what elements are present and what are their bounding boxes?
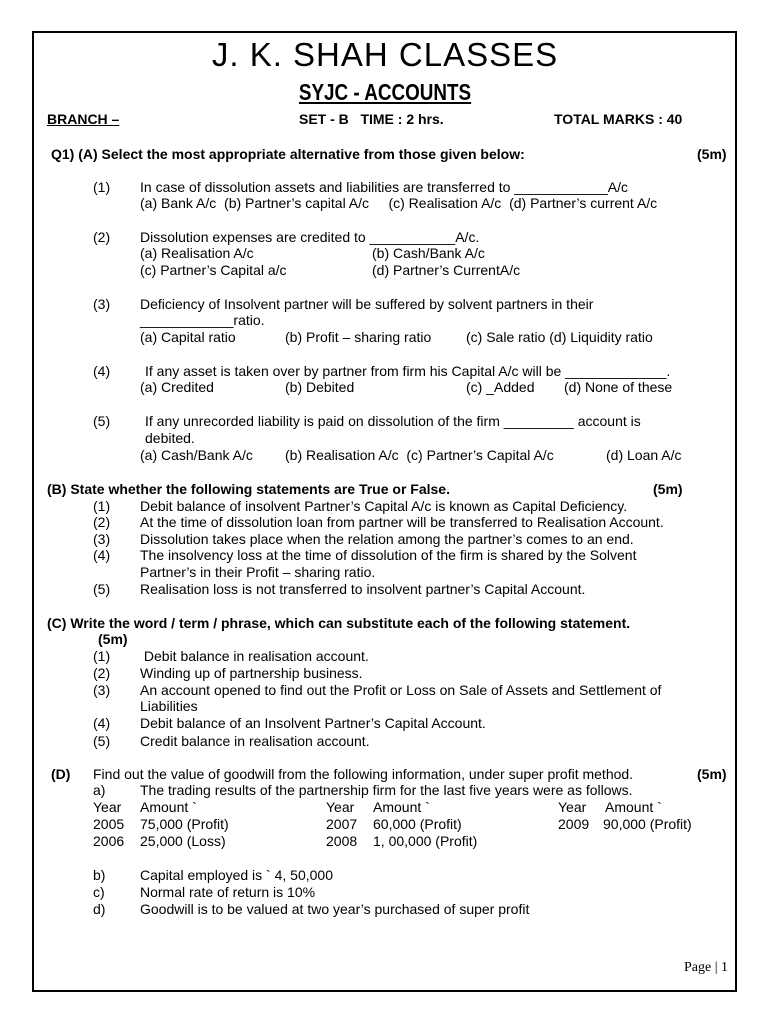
q1d-label: (D) (51, 766, 71, 782)
q1d-b-label: b) (93, 867, 106, 883)
q1b-1-num: (1) (93, 498, 111, 514)
col-year-1: Year (93, 799, 122, 815)
q1a-4-opt-d: (d) None of these (564, 379, 673, 395)
set-time: SET - B TIME : 2 hrs. (299, 111, 444, 127)
q1c-3-text: An account opened to find out the Profit or Loss on Sale of Assets and Settlement of (140, 682, 662, 698)
q1a-1-text: In case of dissolution assets and liabilities are transferred to ____________A/c (140, 179, 628, 195)
q1b-5-num: (5) (93, 581, 111, 597)
q1c-heading: (C) Write the word / term / phrase, which can substitute each of the following statement. (47, 615, 631, 631)
q1c-3-text2: Liabilities (140, 698, 198, 714)
q1a-2-opt-a: (a) Realisation A/c (140, 245, 254, 261)
q1a-5-text2: debited. (145, 430, 195, 446)
q1b-3-text: Dissolution takes place when the relation among the partner’s comes to an end. (140, 531, 634, 547)
q1c-marks: (5m) (98, 631, 128, 647)
q1b-marks: (5m) (653, 481, 683, 497)
q1b-5-text: Realisation loss is not transferred to insolvent partner’s Capital Account. (140, 581, 586, 597)
q1d-a-text: The trading results of the partnership firm for the last five years were as follows. (140, 782, 633, 798)
amount-cell: 75,000 (Profit) (140, 816, 229, 832)
q1a-4-num: (4) (93, 363, 111, 379)
subject-title: SYJC - ACCOUNTS (298, 79, 472, 105)
q1d-heading: Find out the value of goodwill from the following information, under super profit method. (93, 766, 634, 782)
q1a-3-opt-cd: (c) Sale ratio (d) Liquidity ratio (466, 329, 653, 345)
q1c-2-num: (2) (93, 665, 111, 681)
amount-cell: 25,000 (Loss) (140, 833, 226, 849)
q1c-1-num: (1) (93, 648, 111, 664)
q1a-3-text2: ____________ratio. (140, 312, 265, 328)
col-year-2: Year (326, 799, 355, 815)
q1a-heading: Q1) (A) Select the most appropriate alternative from those given below: (51, 146, 525, 162)
q1a-2-opt-b: (b) Cash/Bank A/c (372, 245, 485, 261)
q1b-1-text: Debit balance of insolvent Partner’s Capital A/c is known as Capital Deficiency. (140, 498, 628, 514)
col-amount-3: Amount ` (605, 799, 662, 815)
year-cell: 2007 (326, 816, 358, 832)
q1a-3-opt-a: (a) Capital ratio (140, 329, 236, 345)
q1a-4-text: If any asset is taken over by partner from firm his Capital A/c will be _____________. (145, 363, 671, 379)
q1a-5-text: If any unrecorded liability is paid on dissolution of the firm _________ account is (145, 413, 641, 429)
year-cell: 2005 (93, 816, 125, 832)
q1a-4-opt-a: (a) Credited (140, 379, 214, 395)
q1b-2-text: At the time of dissolution loan from partner will be transferred to Realisation Account. (140, 514, 664, 530)
q1c-4-num: (4) (93, 715, 111, 731)
q1a-2-opt-d: (d) Partner’s CurrentA/c (372, 262, 521, 278)
col-year-3: Year (558, 799, 587, 815)
q1c-1-text: Debit balance in realisation account. (140, 648, 369, 664)
q1a-5-opt-a: (a) Cash/Bank A/c (140, 447, 253, 463)
q1a-5-num: (5) (93, 413, 111, 429)
q1b-3-num: (3) (93, 531, 111, 547)
total-marks: TOTAL MARKS : 40 (554, 111, 683, 127)
page-number: Page | 1 (684, 960, 729, 975)
q1d-c-text: Normal rate of return is 10% (140, 884, 316, 900)
q1a-2-opt-c: (c) Partner’s Capital a/c (140, 262, 287, 278)
q1b-4-text: The insolvency loss at the time of dissolution of the firm is shared by the Solvent (140, 547, 637, 563)
year-cell: 2006 (93, 833, 125, 849)
year-cell: 2009 (558, 816, 590, 832)
q1a-1-num: (1) (93, 179, 111, 195)
q1b-4-text2: Partner’s in their Profit – sharing ratio. (140, 564, 376, 580)
q1c-3-num: (3) (93, 682, 111, 698)
q1a-4-opt-c: (c) _Added (466, 379, 535, 395)
q1a-5-opt-bc: (b) Realisation A/c (c) Partner’s Capital A/c (285, 447, 554, 463)
col-amount-2: Amount ` (373, 799, 430, 815)
amount-cell: 90,000 (Profit) (603, 816, 692, 832)
branch-label: BRANCH – (47, 111, 120, 127)
q1d-b-text: Capital employed is ` 4, 50,000 (140, 867, 333, 883)
q1a-5-opt-d: (d) Loan A/c (606, 447, 682, 463)
q1a-3-opt-b: (b) Profit – sharing ratio (285, 329, 432, 345)
q1a-2-num: (2) (93, 229, 111, 245)
q1a-4-opt-b: (b) Debited (285, 379, 355, 395)
q1a-3-num: (3) (93, 296, 111, 312)
q1b-heading: (B) State whether the following statements are True or False. (47, 481, 450, 497)
q1c-4-text: Debit balance of an Insolvent Partner’s Capital Account. (140, 715, 486, 731)
q1d-marks: (5m) (697, 766, 727, 782)
institute-title: J. K. SHAH CLASSES (211, 36, 559, 73)
q1c-5-num: (5) (93, 733, 111, 749)
q1d-d-text: Goodwill is to be valued at two year’s purchased of super profit (140, 901, 530, 917)
q1d-a-label: a) (93, 782, 106, 798)
q1b-2-num: (2) (93, 514, 111, 530)
year-cell: 2008 (326, 833, 358, 849)
amount-cell: 1, 00,000 (Profit) (373, 833, 478, 849)
q1d-d-label: d) (93, 901, 106, 917)
q1c-2-text: Winding up of partnership business. (140, 665, 363, 681)
q1a-1-options: (a) Bank A/c (b) Partner’s capital A/c (c) Realisation A/c (d) Partner’s current A/c (140, 195, 658, 211)
q1b-4-num: (4) (93, 547, 111, 563)
q1d-c-label: c) (93, 884, 105, 900)
q1a-marks: (5m) (697, 146, 727, 162)
q1c-5-text: Credit balance in realisation account. (140, 733, 370, 749)
q1a-3-text: Deficiency of Insolvent partner will be suffered by solvent partners in their (140, 296, 594, 312)
amount-cell: 60,000 (Profit) (373, 816, 462, 832)
col-amount-1: Amount ` (140, 799, 197, 815)
q1a-2-text: Dissolution expenses are credited to ___________A/c. (140, 229, 480, 245)
